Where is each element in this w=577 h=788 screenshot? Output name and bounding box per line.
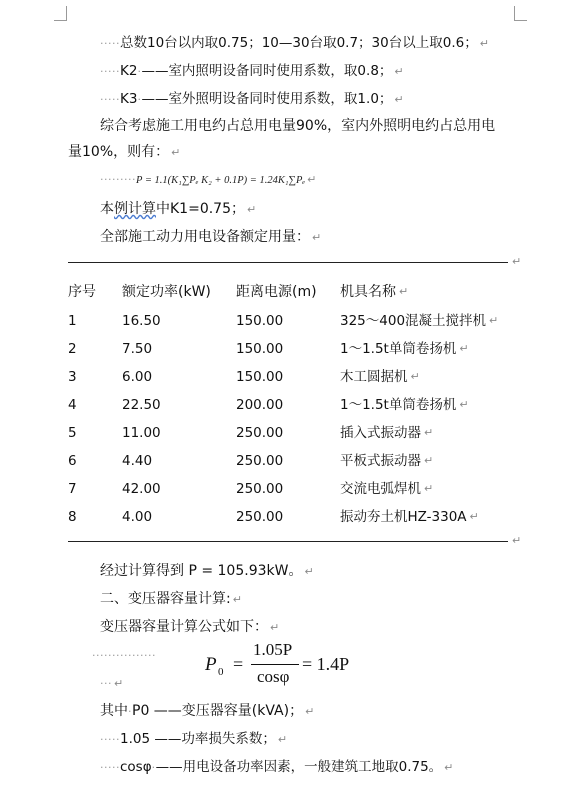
table-cell: 150.00: [236, 341, 284, 357]
table-cell: 150.00: [236, 369, 284, 385]
table-cell: 22.50: [122, 397, 161, 413]
paragraph-mark-icon: ↵: [394, 93, 404, 106]
paragraph-mark-icon: ↵: [399, 285, 409, 298]
paragraph-mark-icon: ↵: [114, 677, 124, 690]
table-cell: 150.00: [236, 313, 284, 329]
paragraph-mark-icon: ↵: [459, 398, 469, 411]
text-line-2: ·····K2·——室内照明设备同时使用系数，取0.8； ↵: [100, 63, 404, 79]
table-cell: 250.00: [236, 425, 284, 441]
table-cell: 250.00: [236, 509, 284, 525]
table-cell: 7: [68, 481, 77, 497]
table-cell: 额定功率(kW): [122, 284, 211, 300]
table-cell: 6.00: [122, 369, 153, 385]
text-line-11: 其中·P0 ——变压器容量(kVA)； ↵: [100, 703, 315, 719]
table-cell: 4.00: [122, 509, 153, 525]
formula-power: P = 1.1(K₁∑Pₑ K₂ + 0.1P) = 1.24K₁∑Pₑ: [135, 175, 306, 186]
text-line-6: 本例计算中K1=0.75； ↵: [100, 201, 257, 217]
table-cell: 2: [68, 341, 77, 357]
table-cell: 交流电弧焊机: [340, 481, 421, 497]
paragraph-mark-icon: ↵: [304, 565, 314, 578]
paragraph-mark-icon: ↵: [277, 733, 288, 746]
table-cell: 325～400混凝土搅拌机: [340, 313, 487, 329]
table-cell: 200.00: [236, 397, 284, 413]
table-cell: 16.50: [122, 313, 161, 329]
table-cell: 距离电源(m): [236, 284, 317, 300]
paragraph-mark-icon: ↵: [459, 342, 469, 355]
text-line-3: ·····K3·——室外照明设备同时使用系数，取1.0； ↵: [100, 91, 404, 107]
formula-lead-dots: ················: [92, 649, 156, 662]
table-cell: 插入式振动器: [340, 425, 421, 441]
text-line-12: ·····1.05 ——功率损失系数； ↵: [100, 731, 288, 747]
paragraph-mark-icon: ↵: [305, 705, 315, 718]
table-cell: 5: [68, 425, 77, 441]
paragraph-mark-icon: ↵: [394, 65, 404, 78]
paragraph-mark-icon: ↵: [247, 203, 257, 216]
paragraph-mark-icon: ↵: [312, 231, 322, 244]
text-line-7: 全部施工动力用电设备额定用量： ↵: [100, 229, 322, 245]
table-separator-bottom: [68, 541, 508, 542]
paragraph-mark-icon: ↵: [171, 146, 181, 159]
table-cell: 6: [68, 453, 77, 469]
spellcheck-underline: 例计算: [114, 201, 156, 217]
text-line-9: 二、变压器容量计算: ↵: [100, 591, 242, 607]
table-cell: 平板式振动器: [340, 453, 421, 469]
table-cell: 8: [68, 509, 77, 525]
table-cell: 1～1.5t单筒卷扬机: [340, 397, 457, 413]
table-cell: 4.40: [122, 453, 153, 469]
table-cell: 42.00: [122, 481, 161, 497]
text-line-8: 经过计算得到 P = 105.93kW。 ↵: [100, 563, 314, 579]
table-separator-top: [68, 262, 508, 263]
paragraph-mark-icon: ↵: [479, 37, 489, 50]
paragraph-mark-icon: ↵: [512, 534, 522, 547]
table-cell: 1～1.5t单筒卷扬机: [340, 341, 457, 357]
table-cell: 7.50: [122, 341, 153, 357]
formula-transformer: P 0 = 1.05P cosφ = 1.4P: [205, 640, 350, 686]
paragraph-mark-icon: ↵: [424, 482, 434, 495]
paragraph-mark-icon: ↵: [424, 426, 434, 439]
paragraph-mark-icon: ↵: [424, 454, 434, 467]
table-cell: 木工圆据机: [340, 369, 408, 385]
page-corner-mark-right: [514, 6, 527, 21]
table-cell: 250.00: [236, 453, 284, 469]
text-line-10: 变压器容量计算公式如下： ↵: [100, 619, 280, 635]
table-cell: 3: [68, 369, 77, 385]
paragraph-mark-icon: ↵: [410, 370, 420, 383]
table-cell: 振动夯土机HZ-330A: [340, 509, 467, 525]
paragraph-mark-icon: ↵: [469, 510, 479, 523]
paragraph-mark-icon: ↵: [489, 314, 499, 327]
table-cell: 机具名称: [340, 284, 396, 300]
text-line-1: ·····总数10台以内取0.75；10—30台取0.7；30台以上取0.6； ↵: [100, 35, 489, 51]
paragraph-mark-icon: ↵: [232, 593, 242, 606]
text-line-13: ·····cosφ·——用电设备功率因素，一般建筑工地取0.75。 ↵: [100, 759, 454, 775]
table-cell: 250.00: [236, 481, 284, 497]
table-cell: 4: [68, 397, 77, 413]
table-cell: 11.00: [122, 425, 161, 441]
table-cell: 序号: [68, 284, 96, 300]
text-line-5: 量10%，则有： ↵: [68, 144, 181, 160]
text-line-4: 综合考虑施工用电约占总用电量90%，室内外照明电约占总用电: [100, 118, 496, 134]
paragraph-mark-icon: ↵: [270, 621, 280, 634]
formula-trailing-dots: ··· ↵: [100, 677, 124, 690]
paragraph-mark-icon: ↵: [512, 255, 522, 268]
paragraph-mark-icon: ↵: [444, 761, 454, 774]
formula-line-1: ·········P = 1.1(K₁∑Pₑ K₂ + 0.1P) = 1.24K₁∑Pₑ ↵: [100, 173, 317, 186]
page-corner-mark-left: [54, 6, 67, 21]
paragraph-mark-icon: ↵: [307, 173, 317, 186]
table-cell: 1: [68, 313, 77, 329]
